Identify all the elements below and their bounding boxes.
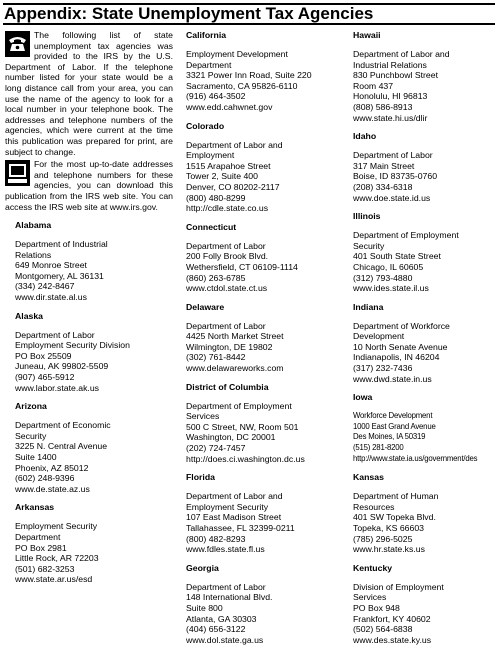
- agency-entry-arizona: [15, 420, 173, 494]
- state-heading-alaska: Alaska: [15, 310, 44, 321]
- agency-line: Department of Labor: [15, 329, 95, 340]
- agency-line: www.state.ar.us/esd: [15, 574, 93, 585]
- agency-line: Resources: [353, 501, 395, 512]
- agency-line: Frankfort, KY 40602: [353, 613, 431, 624]
- state-heading-colorado: Colorado: [186, 120, 225, 131]
- agency-line: Security: [15, 430, 47, 441]
- agency-line: Sacramento, CA 95826-6110: [186, 80, 298, 91]
- agency-line: (404) 656-3122: [186, 624, 246, 635]
- agency-line: Montgomery, AL 36131: [15, 270, 104, 281]
- page-title: Appendix: State Unemployment Tax Agencies: [4, 4, 374, 23]
- agency-list-col3: [353, 30, 498, 645]
- agency-line: Department of Workforce: [353, 320, 450, 331]
- agency-line: 3225 N. Central Avenue: [15, 441, 108, 452]
- agency-entry-arkansas: [15, 521, 173, 585]
- agency-line: 1515 Arapahoe Street: [186, 160, 271, 171]
- agency-list-col1: [5, 220, 173, 585]
- agency-line: (860) 263-6785: [186, 272, 246, 283]
- state-heading-indiana: Indiana: [353, 301, 384, 312]
- agency-line: Employment Security Division: [15, 340, 130, 351]
- agency-line: Development: [353, 331, 405, 342]
- agency-line: 317 Main Street: [353, 160, 415, 171]
- state-heading-illinois: Illinois: [353, 211, 381, 222]
- state-heading-arizona: Arizona: [15, 401, 47, 412]
- agency-line: www.dol.state.ga.us: [186, 634, 264, 645]
- agency-line: Boise, ID 83735-0760: [353, 171, 438, 182]
- state-heading-district-of-columbia: District of Columbia: [186, 381, 269, 392]
- agency-line: Employment: [186, 150, 235, 161]
- agency-entry-kansas: [353, 491, 498, 555]
- agency-line: 649 Monroe Street: [15, 260, 87, 271]
- agency-line: 10 North Senate Avenue: [353, 341, 448, 352]
- agency-line: www.ctdol.state.ct.us: [186, 283, 268, 294]
- agency-line: Wilmington, DE 19802: [186, 341, 273, 352]
- agency-line: (208) 334-6318: [353, 181, 413, 192]
- agency-line: (916) 464-3502: [186, 91, 246, 102]
- agency-line: Employment Security: [186, 501, 269, 512]
- agency-line: 500 C Street, NW, Room 501: [186, 421, 299, 432]
- agency-line: Department of Labor: [186, 581, 266, 592]
- agency-line: Employment Security: [15, 521, 98, 532]
- agency-line: 1000 East Grand Avenue: [353, 421, 436, 431]
- telephone-icon: [5, 31, 30, 57]
- agency-line: Services: [353, 592, 387, 603]
- agency-line: Wethersfield, CT 06109-1114: [186, 261, 298, 272]
- agency-line: Tower 2, Suite 400: [186, 171, 258, 182]
- agency-line: 148 International Blvd.: [186, 592, 273, 603]
- agency-entry-hawaii: [353, 49, 498, 123]
- agency-line: Relations: [15, 249, 52, 260]
- agency-line: (602) 248-9396: [15, 473, 75, 484]
- agency-line: Department of Employment: [353, 230, 459, 241]
- state-heading-alabama: Alabama: [15, 220, 52, 231]
- agency-line: PO Box 948: [353, 602, 400, 613]
- agency-entry-delaware: [186, 321, 344, 374]
- agency-line: Suite 800: [186, 602, 223, 613]
- state-heading-delaware: Delaware: [186, 301, 225, 312]
- agency-line: www.state.hi.us/dlir: [353, 112, 428, 123]
- agency-line: 200 Folly Brook Blvd.: [186, 251, 269, 262]
- agency-line: www.dir.state.al.us: [15, 292, 87, 303]
- agency-line: http://www.state.ia.us/government/des: [353, 453, 478, 463]
- agency-line: www.edd.cahwnet.gov: [186, 101, 273, 112]
- agency-line: Department of Employment: [186, 400, 292, 411]
- agency-line: Juneau, AK 99802-5509: [15, 361, 109, 372]
- intro-text-2: For the most up-to-date addresses and telephone numbers for these agencies, you can download this publication from the IRS web site. You can access the IRS web site at www.irs.gov.: [5, 159, 173, 212]
- state-heading-kansas: Kansas: [353, 472, 384, 483]
- agency-line: 830 Punchbowl Street: [353, 70, 439, 81]
- agency-line: Department of Labor: [353, 150, 433, 161]
- agency-line: (501) 682-3253: [15, 563, 75, 574]
- agency-line: 401 South State Street: [353, 251, 441, 262]
- state-heading-arkansas: Arkansas: [15, 502, 55, 513]
- agency-line: www.des.state.ky.us: [353, 634, 432, 645]
- agency-line: www.de.state.az.us: [15, 483, 90, 494]
- agency-line: (800) 482-8293: [186, 533, 246, 544]
- agency-line: Department of Human: [353, 491, 439, 502]
- agency-line: Department of Labor and: [186, 139, 283, 150]
- agency-line: (800) 480-8299: [186, 192, 246, 203]
- column-1: [5, 30, 173, 585]
- agency-list-col2: [186, 30, 344, 645]
- state-heading-connecticut: Connecticut: [186, 221, 237, 232]
- agency-line: Chicago, IL 60605: [353, 261, 424, 272]
- intro-paragraph-1: [5, 30, 173, 157]
- agency-line: Employment Development: [186, 49, 288, 59]
- agency-line: (202) 724-7457: [186, 443, 246, 454]
- agency-entry-florida: [186, 491, 344, 555]
- agency-line: Atlanta, GA 30303: [186, 613, 257, 624]
- agency-line: (502) 564-6838: [353, 624, 413, 635]
- agency-line: Department of Economic: [15, 420, 111, 431]
- agency-line: http://does.ci.washington.dc.us: [186, 453, 305, 464]
- agency-line: www.ides.state.il.us: [353, 283, 429, 294]
- agency-entry-kentucky: [353, 582, 498, 646]
- state-heading-iowa: Iowa: [353, 392, 373, 403]
- agency-line: www.delawareworks.com: [186, 363, 284, 374]
- agency-entry-alaska: [15, 330, 173, 394]
- agency-line: (312) 793-4880: [353, 272, 413, 283]
- agency-line: PO Box 2981: [15, 542, 67, 553]
- agency-line: Indianapolis, IN 46204: [353, 352, 440, 363]
- agency-line: (515) 281-8200: [353, 443, 404, 453]
- agency-line: www.labor.state.ak.us: [15, 382, 100, 393]
- state-heading-hawaii: Hawaii: [353, 30, 381, 40]
- agency-entry-idaho: [353, 150, 498, 203]
- agency-line: (785) 296-5025: [353, 533, 413, 544]
- agency-line: Industrial Relations: [353, 59, 427, 70]
- agency-line: Department of Labor: [186, 320, 266, 331]
- agency-line: Security: [353, 240, 385, 251]
- agency-entry-district-of-columbia: [186, 401, 344, 465]
- agency-line: (302) 761-8442: [186, 352, 246, 363]
- agency-line: Phoenix, AZ 85012: [15, 462, 89, 473]
- agency-line: Department of Industrial: [15, 239, 108, 250]
- state-heading-florida: Florida: [186, 472, 215, 483]
- agency-entry-indiana: [353, 321, 498, 385]
- agency-line: (808) 586-8913: [353, 101, 413, 112]
- agency-line: Department of Labor: [186, 240, 266, 251]
- page-title-bar: [3, 3, 495, 25]
- agency-entry-california: [186, 49, 344, 113]
- agency-line: www.hr.state.ks.us: [353, 544, 425, 555]
- agency-line: Department of Labor and: [186, 491, 283, 502]
- state-heading-california: California: [186, 30, 227, 40]
- agency-entry-colorado: [186, 140, 344, 214]
- agency-entry-alabama: [15, 239, 173, 303]
- agency-entry-iowa: [353, 411, 498, 464]
- agency-line: http://cdle.state.co.us: [186, 203, 269, 214]
- state-heading-idaho: Idaho: [353, 131, 377, 142]
- agency-line: (907) 465-5912: [15, 372, 75, 383]
- agency-entry-connecticut: [186, 241, 344, 294]
- agency-line: Topeka, KS 66603: [353, 523, 425, 533]
- computer-icon: [5, 160, 30, 186]
- agency-line: Washington, DC 20001: [186, 432, 276, 443]
- state-heading-kentucky: Kentucky: [353, 562, 393, 573]
- agency-line: Des Moines, IA 50319: [353, 432, 426, 442]
- agency-line: 401 SW Topeka Blvd.: [353, 512, 436, 523]
- agency-line: (317) 232-7436: [353, 363, 413, 374]
- intro-text-1: The following list of state unemployment tax agencies was provided to the IRS by the U.S. Department of Labor. If the telephone number listed for your state would be a long distance call from your area, you can use the name of the agency to look for a local number in your telephone book. The addresses and telephone numbers of the agencies, which were current at the time this publication was prepared for print, are subject to change.: [5, 30, 173, 157]
- agency-entry-illinois: [353, 230, 498, 294]
- agency-line: Services: [186, 411, 220, 422]
- agency-line: Department: [186, 59, 232, 70]
- agency-line: Honolulu, HI 96813: [353, 91, 428, 102]
- agency-line: Department: [15, 531, 61, 542]
- agency-line: Little Rock, AR 72203: [15, 553, 99, 564]
- agency-line: Department of Labor and: [353, 49, 450, 59]
- agency-line: Denver, CO 80202-2117: [186, 181, 280, 192]
- intro-paragraph-2: [5, 159, 173, 212]
- agency-line: 4425 North Market Street: [186, 331, 284, 342]
- agency-line: Room 437: [353, 80, 394, 91]
- agency-line: (334) 242-8467: [15, 281, 75, 292]
- state-heading-georgia: Georgia: [186, 562, 219, 573]
- agency-line: 107 East Madison Street: [186, 512, 282, 523]
- agency-line: Workforce Development: [353, 411, 433, 421]
- agency-line: Division of Employment: [353, 581, 444, 592]
- agency-line: www.dwd.state.in.us: [353, 373, 432, 384]
- agency-entry-georgia: [186, 582, 344, 646]
- agency-line: www.fdles.state.fl.us: [186, 544, 265, 555]
- agency-line: Suite 1400: [15, 452, 57, 462]
- agency-line: 3321 Power Inn Road, Suite 220: [186, 70, 312, 81]
- agency-line: Tallahassee, FL 32399-0211: [186, 523, 295, 533]
- agency-line: PO Box 25509: [15, 350, 72, 361]
- agency-line: www.doe.state.id.us: [353, 192, 431, 203]
